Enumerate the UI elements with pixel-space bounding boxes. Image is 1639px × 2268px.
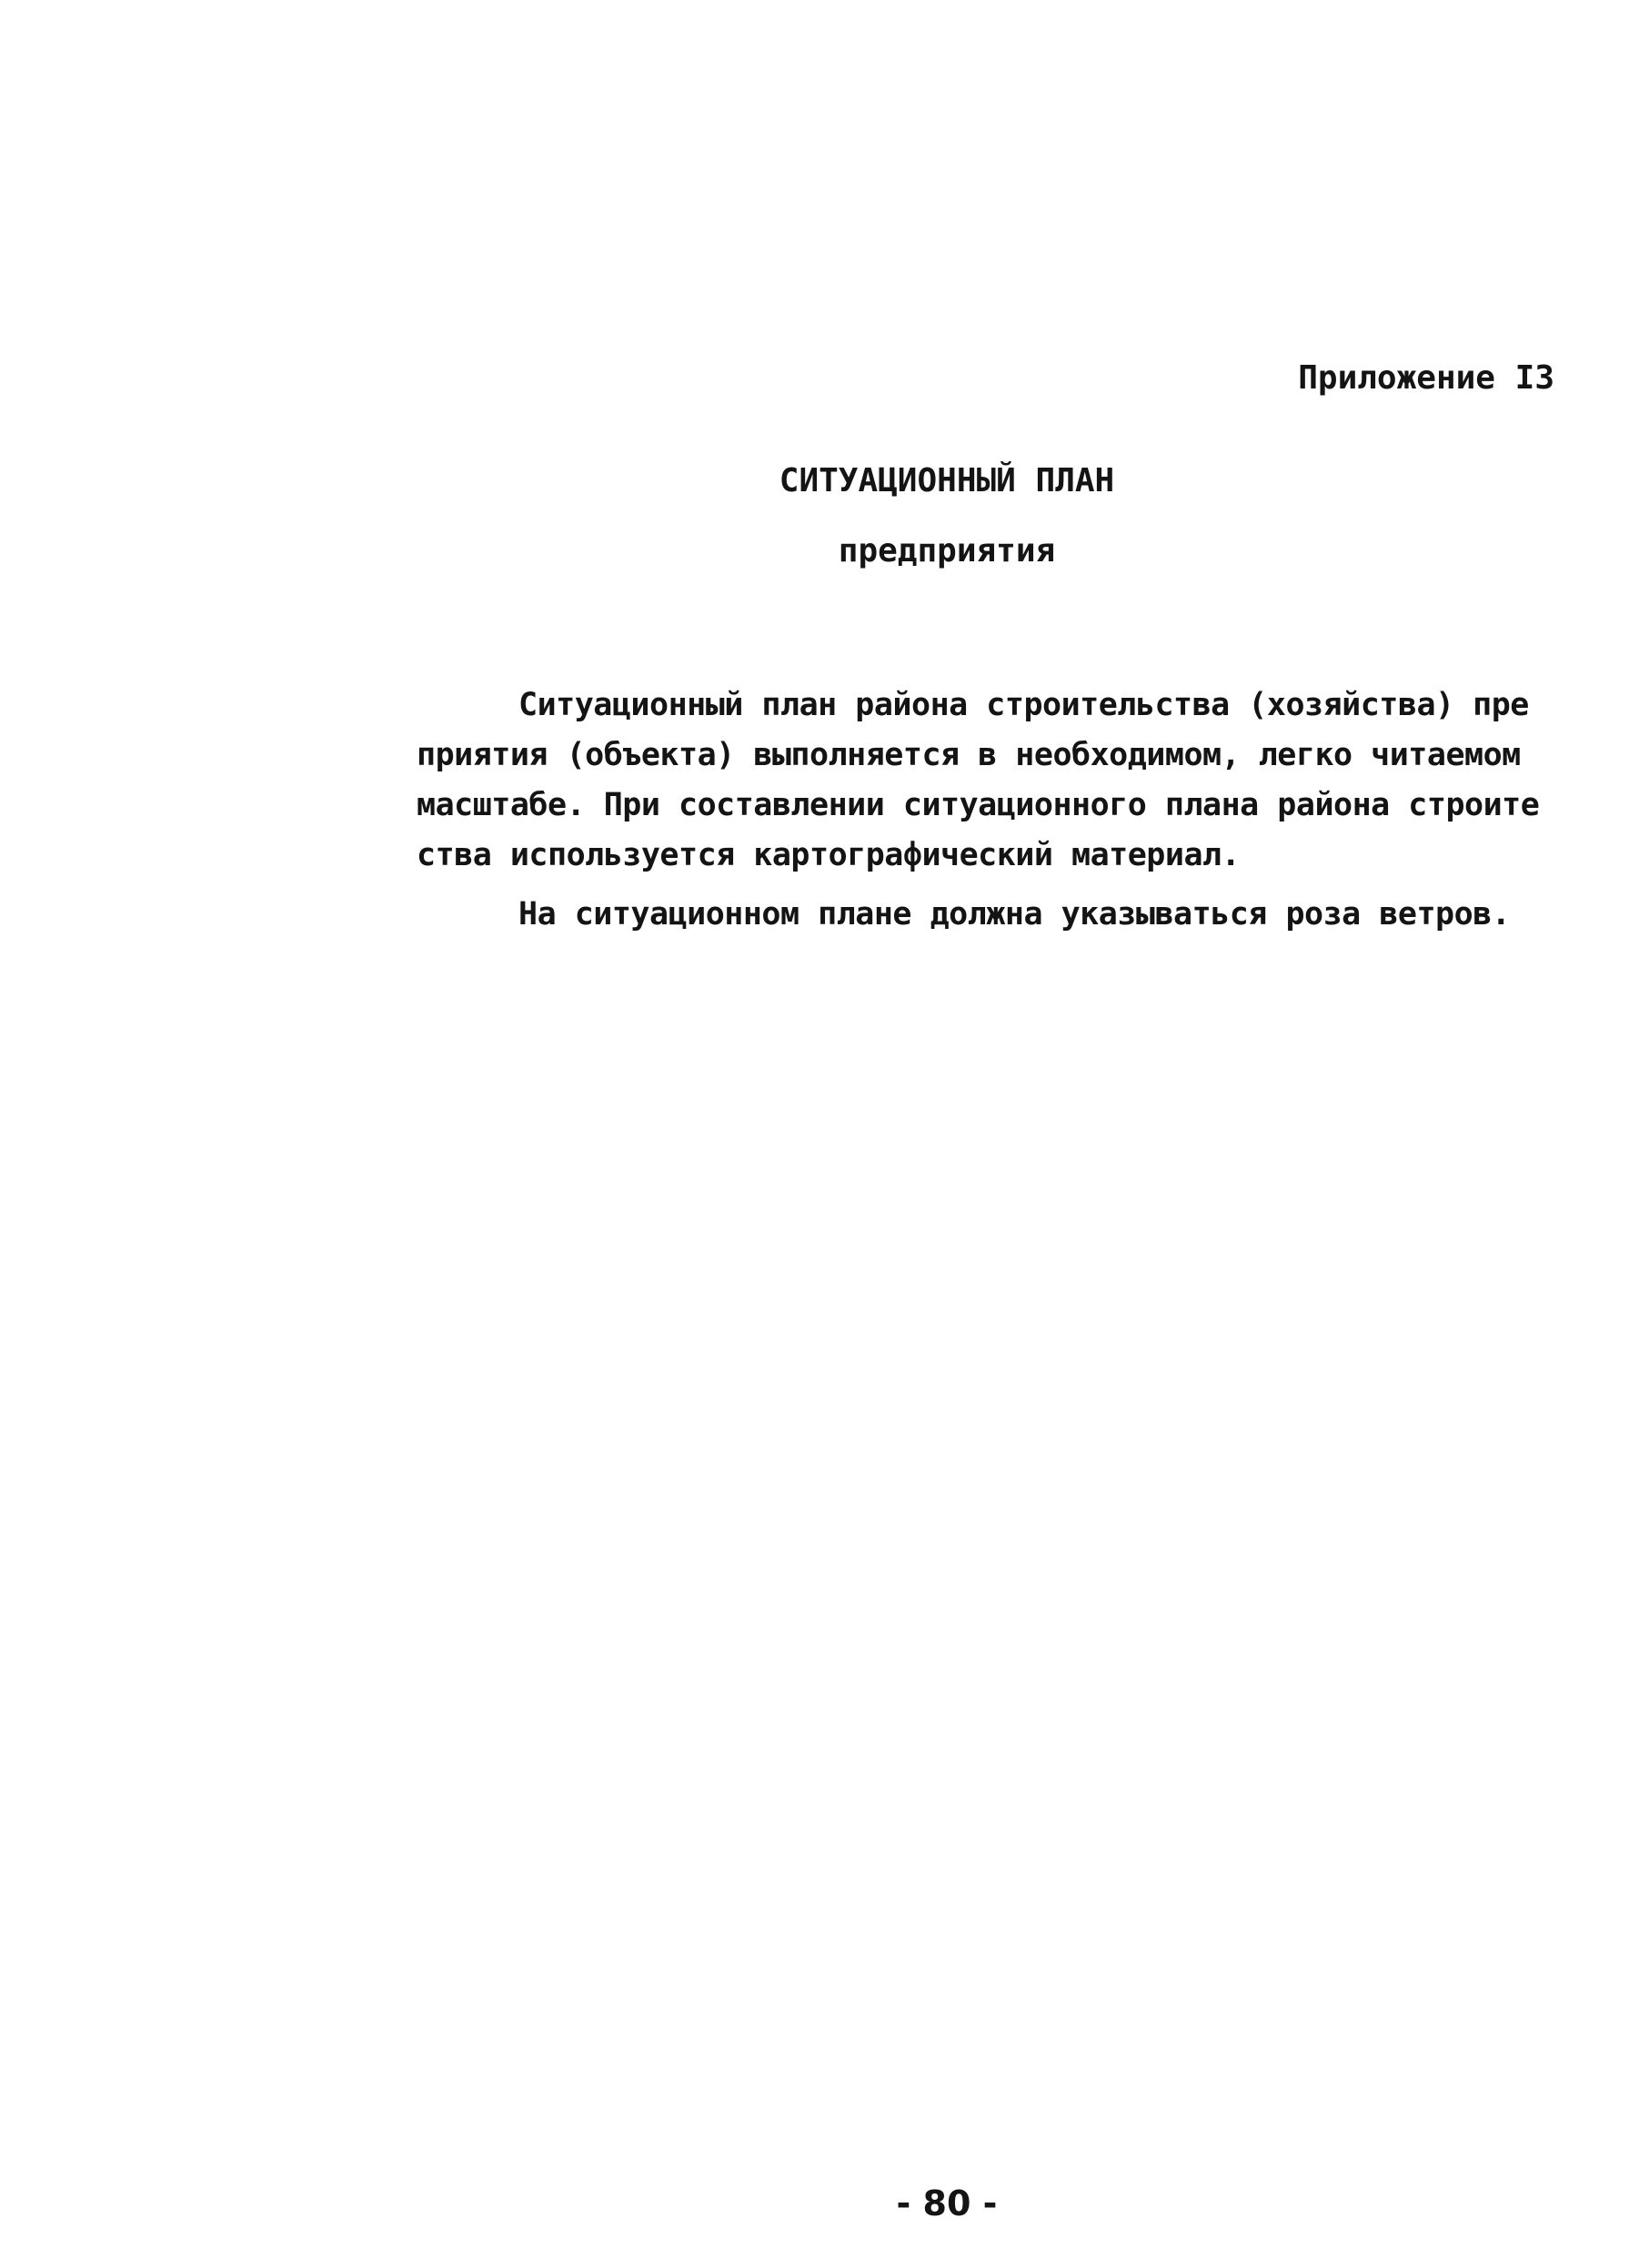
document-subtitle: предприятия bbox=[838, 532, 1056, 570]
paragraph-1-line-2: приятия (объекта) выполняется в необходимом, легко читаемом bbox=[417, 737, 1521, 773]
document-title: СИТУАЦИОННЫЙ ПЛАН bbox=[779, 462, 1115, 499]
paragraph-1-line-1: Ситуационный план района строительства (хозяйства) пре bbox=[518, 687, 1529, 723]
paragraph-1-line-3: масштабе. При составлении ситуационного плана района строите bbox=[417, 787, 1540, 823]
paragraph-2: На ситуационном плане должна указываться роза ветров. bbox=[518, 896, 1511, 932]
page-number: - 80 - bbox=[896, 2183, 998, 2223]
appendix-label: Приложение I3 bbox=[1298, 359, 1554, 397]
paragraph-1-line-4: ства используется картографический материал. bbox=[417, 837, 1241, 873]
